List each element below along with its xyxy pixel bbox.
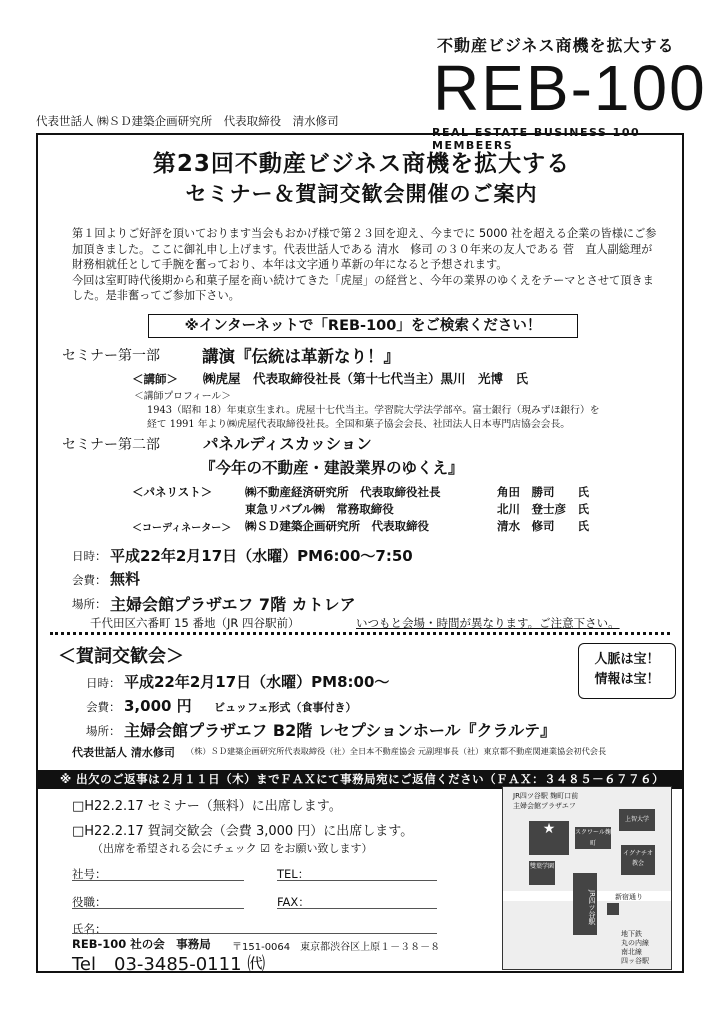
venue-star-icon: ★ xyxy=(542,821,556,837)
speaker: ㈱虎屋 代表取締役社長（第十七代当主）黒川 光博 氏 xyxy=(203,371,529,386)
page-subtitle: セミナー＆賀詞交歓会開催のご案内 xyxy=(185,182,538,206)
map-label-venue: 主婦会館プラザエフ xyxy=(513,802,576,810)
seminar-attend-checkbox[interactable]: □H22.2.17 セミナー（無料）に出席します。 xyxy=(72,799,342,814)
page-title: 第23回不動産ビジネス商機を拡大する xyxy=(152,151,571,177)
seminar-note: いつもと会場・時間が異なります。ご注意下さい。 xyxy=(356,616,620,630)
map-building-church: イグナチオ教会 xyxy=(621,845,655,875)
intro-paragraph-1: 第１回よりご好評を頂いております当会もおかげ様で第２３回を迎え、今までに 5000 社を超える企業の皆様にご参加頂きました。ここに御礼申し上げます。代表世話人である 清水 修司 の３０年来の友人である 菅 直人副総理が財務相就任として手腕を奮っており、本年は文字通り革新の年になると予想されます。 xyxy=(72,227,657,271)
party-place-label: 場所： xyxy=(86,724,121,738)
representative-detail: （株）ＳＤ建築企画研究所代表取締役（社）全日本不動産協会 元副理事長（社）東京都不動産関連業協会初代会長 xyxy=(186,746,607,756)
representative-label: 代表世話人 清水修司 xyxy=(72,746,175,759)
slogan-line-1: 人脈は宝！ xyxy=(594,652,660,667)
seminar-fee: 無料 xyxy=(110,570,141,588)
office-phone: Tel 03-3485-0111 ㈹ xyxy=(72,954,266,975)
company-field[interactable] xyxy=(72,880,244,881)
profile-line-2: 経て 1991 年より㈱虎屋代表取締役社長。全国和菓子協会会長、社団法人日本専門店協会会長。 xyxy=(147,419,571,430)
search-notice: ※インターネットで「REB-100」をご検索ください！ xyxy=(148,314,578,338)
map-station: JR四ツ谷駅 xyxy=(573,873,597,935)
intro-text xyxy=(72,226,657,304)
company-label: 社号： xyxy=(72,867,107,881)
intro-paragraph-2: 今回は室町時代後期から和菓子屋を商い続けてきた「虎屋」の経営と、今年の業界のゆくえをテーマとさせて頂きました。是非奮ってご参加下さい。 xyxy=(72,273,654,302)
speaker-tag: ＜講師＞ xyxy=(132,372,178,386)
seminar-address: 千代田区六番町 15 番地（JR 四谷駅前） xyxy=(90,616,300,630)
panelist1-name: 角田 勝司 氏 xyxy=(497,485,589,499)
map-building-school: スクワール麹町 xyxy=(575,829,611,847)
seminar-place-label: 場所： xyxy=(72,597,107,611)
tel-field[interactable] xyxy=(277,880,437,881)
coordinator-name: 清水 修司 氏 xyxy=(497,519,589,533)
position-field[interactable] xyxy=(72,908,244,909)
map-building-venue xyxy=(529,821,569,855)
seminar2-label: セミナー第二部 xyxy=(62,437,160,453)
logo-subtitle: REAL ESTATE BUSINESS 100 MEMBEERS xyxy=(432,126,641,152)
fax-label: FAX： xyxy=(277,895,310,909)
party-date: 平成22年2月17日（水曜）PM8:00～ xyxy=(124,673,390,691)
map-label-station-exit: JR四ツ谷駅 麹町口前 xyxy=(513,792,579,800)
party-fee-note: ビュッフェ形式（食事付き） xyxy=(214,701,357,714)
seminar-date: 平成22年2月17日（水曜）PM6:00～7:50 xyxy=(110,547,413,565)
party-attend-checkbox[interactable]: □H22.2.17 賀詞交歓会（会費 3,000 円）に出席します。 xyxy=(72,824,414,839)
map-building-university: 上智大学 xyxy=(619,809,655,831)
section-divider xyxy=(50,632,670,635)
office-name: REB-100 社の会 事務局 xyxy=(72,937,211,951)
map-label-subway-3: 南北線 xyxy=(621,948,642,956)
panelist-tag: ＜パネリスト＞ xyxy=(132,485,213,499)
map-label-subway-2: 丸の内線 xyxy=(621,939,649,947)
slogan-line-2: 情報は宝！ xyxy=(594,672,660,687)
map-building-gakuin: 雙葉学園 xyxy=(529,861,555,885)
party-heading: ＜賀詞交歓会＞ xyxy=(58,646,184,667)
logo: REB-100 xyxy=(433,52,707,124)
party-date-label: 日時： xyxy=(86,676,121,690)
seminar2-title: パネルディスカッション xyxy=(203,435,372,453)
seminar-fee-label: 会費： xyxy=(72,573,107,587)
office-address: 〒151-0064 東京都渋谷区上原１－３８－８ xyxy=(232,942,441,953)
party-fee-label: 会費： xyxy=(86,700,121,714)
panelist2-name: 北川 登士彦 氏 xyxy=(497,502,589,516)
map-label-road: 新宿通り xyxy=(615,893,643,901)
seminar-place: 主婦会館プラザエフ 7階 カトレア xyxy=(110,595,356,614)
profile-line-1: 1943（昭和 18）年東京生まれ。虎屋十七代当主。学習院大学法学部卒。富士銀行（現みずほ銀行）を xyxy=(147,405,600,416)
access-map xyxy=(502,786,672,970)
fax-field[interactable] xyxy=(277,908,437,909)
name-label: 氏名： xyxy=(72,922,107,936)
map-label-subway-1: 地下鉄 xyxy=(621,930,642,938)
party-fee: 3,000 円 xyxy=(124,697,192,715)
profile-tag: ＜講師プロフィール＞ xyxy=(134,391,231,402)
slogan-banner xyxy=(578,643,676,699)
panelist2-org: 東急リバブル㈱ 常務取締役 xyxy=(245,502,394,516)
panelist1-org: ㈱不動産経済研究所 代表取締役社長 xyxy=(245,485,441,499)
checkbox-hint: （出席を希望される会にチェック ☑ をお願い致します） xyxy=(92,842,373,855)
party-place: 主婦会館プラザエフ B2階 レセプションホール『クラルテ』 xyxy=(124,721,557,740)
organizer: 代表世話人 ㈱ＳＤ建築企画研究所 代表取締役 清水修司 xyxy=(36,114,339,128)
coordinator-org: ㈱ＳＤ建築企画研究所 代表取締役 xyxy=(245,519,429,533)
reply-instructions: ※ 出欠のご返事は２月１１日（木）までＦＡＸにて事務局宛にご返信ください（ＦＡＸ：３４８５－６７７６） xyxy=(38,770,683,789)
coordinator-tag: ＜コーディネーター＞ xyxy=(132,523,232,534)
tel-label: TEL： xyxy=(277,867,310,881)
map-label-subway-4: 四ッ谷駅 xyxy=(621,957,649,965)
tagline: 不動産ビジネス商機を拡大する xyxy=(437,36,675,55)
seminar-date-label: 日時： xyxy=(72,549,107,563)
position-label: 役職： xyxy=(72,895,107,909)
name-field[interactable] xyxy=(72,933,437,934)
seminar2-subtitle: 『今年の不動産・建設業界のゆくえ』 xyxy=(200,459,464,477)
seminar1-title: 講演『伝統は革新なり！』 xyxy=(202,347,400,366)
seminar1-label: セミナー第一部 xyxy=(62,348,160,364)
map-building-small xyxy=(607,903,619,915)
